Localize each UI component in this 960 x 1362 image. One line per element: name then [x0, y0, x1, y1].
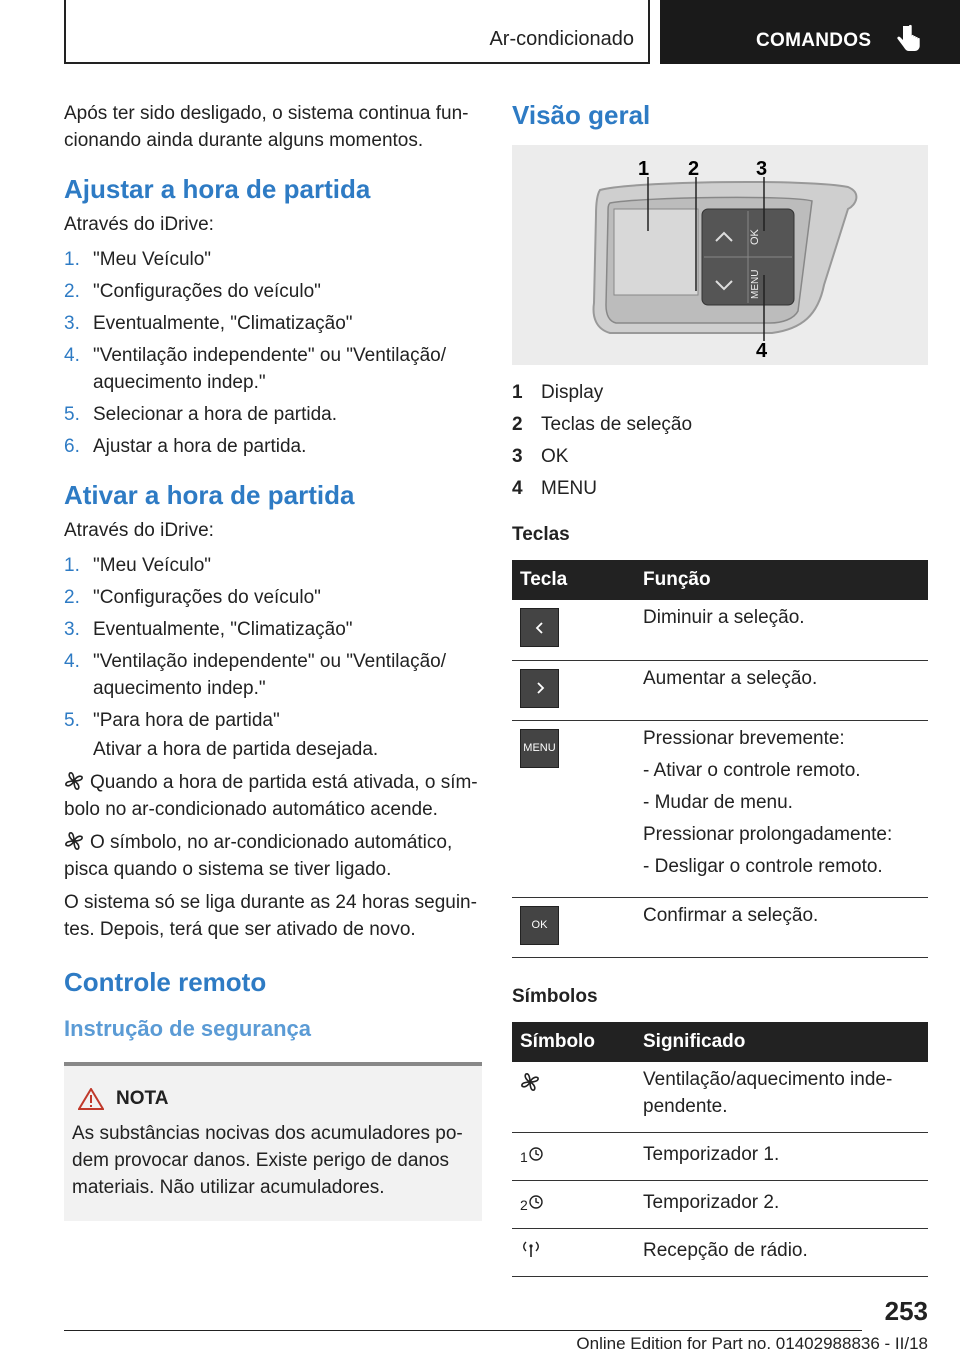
callout-3: 3	[756, 158, 768, 180]
symbols-table	[512, 1022, 928, 1277]
note-active-symbol: Quando a hora de partida está ativada, o sím-bolo no ar-condicionado automático acende.	[64, 772, 478, 820]
warning-triangle-icon	[78, 1088, 104, 1110]
heading-controle-remoto: Controle remoto	[64, 967, 267, 997]
legend-list	[512, 379, 928, 502]
list-item: 2. "Configurações do veículo"	[64, 587, 321, 608]
table-row: OK Confirmar a seleção.	[512, 897, 928, 957]
steps-ativar	[64, 552, 482, 734]
chapter-title: COMANDOS	[756, 30, 872, 51]
ok-key-icon: OK	[520, 906, 559, 945]
heading-ativar: Ativar a hora de partida	[64, 480, 355, 510]
antenna-icon	[520, 1240, 542, 1258]
callout-1: 1	[638, 158, 650, 180]
notice-title: NOTA	[116, 1088, 169, 1109]
notice-text: As substâncias nocivas dos acumuladores po-dem provocar danos. Existe perigo de danos materiais. Não utilizar acumuladores.	[72, 1123, 463, 1198]
heading-ajustar: Ajustar a hora de partida	[64, 174, 371, 204]
steps-ajustar	[64, 246, 482, 460]
key-menu-label: MENU	[750, 269, 761, 299]
via-idrive-2: Através do iDrive:	[64, 520, 214, 541]
remote-control-illustration	[512, 145, 928, 365]
list-item: 1. "Meu Veículo"	[64, 555, 212, 576]
note-24h: O sistema só se liga durante as 24 horas seguin-tes. Depois, terá que ser ativado de novo.	[64, 892, 477, 940]
footer-divider	[64, 1330, 862, 1331]
via-idrive-1: Através do iDrive:	[64, 214, 214, 235]
list-item: 3. Eventualmente, "Climatização"	[64, 313, 353, 334]
heading-visao-geral: Visão geral	[512, 100, 651, 130]
table-row: Recepção de rádio.	[512, 1228, 928, 1276]
table-row: 1 Temporizador 1.	[512, 1132, 928, 1180]
chevron-right-icon	[520, 669, 559, 708]
menu-key-icon: MENU	[520, 729, 559, 768]
list-item: 6. Ajustar a hora de partida.	[64, 436, 307, 457]
safety-notice	[64, 1062, 482, 1221]
left-column	[64, 100, 482, 1221]
right-column	[512, 100, 928, 1277]
note-blink-symbol: O símbolo, no ar-condicionado automático, pisca quando o sistema se tiver ligado.	[64, 832, 453, 880]
list-item: 3 OK	[512, 446, 569, 467]
keys-table	[512, 560, 928, 958]
fan-icon	[64, 772, 84, 790]
list-item: 4. "Ventilação independente" ou "Ventilação/ aquecimento indep."	[64, 651, 447, 699]
list-item: 4. "Ventilação independente" ou "Ventilação/ aquecimento indep."	[64, 345, 447, 393]
list-item: 1. "Meu Veículo"	[64, 249, 212, 270]
list-item: 2. "Configurações do veículo"	[64, 281, 321, 302]
key-ok-label: OK	[749, 229, 761, 245]
list-item: 1 Display	[512, 382, 604, 403]
table-row: MENU Pressionar brevemente: - Ativar o controle remoto. - Mudar de menu. Pressionar prolongadamente: - Desligar o controle remoto.	[512, 720, 928, 897]
list-item: 5. "Para hora de partida"	[64, 710, 280, 731]
list-item: 3. Eventualmente, "Climatização"	[64, 619, 353, 640]
header-chapter-box	[660, 0, 960, 64]
page-number: 253	[884, 1296, 928, 1326]
callout-2: 2	[688, 158, 700, 180]
clock-icon	[528, 1146, 544, 1162]
table-row: 2 Temporizador 2.	[512, 1180, 928, 1228]
table-header: Símbolo Significado	[512, 1022, 928, 1062]
list-item: 2 Teclas de seleção	[512, 414, 693, 435]
table-header: Tecla Função	[512, 560, 928, 600]
section-title: Ar-condicionado	[489, 28, 634, 50]
hand-pointer-icon	[896, 24, 922, 54]
table-row: Ventilação/aquecimento inde-pendente.	[512, 1062, 928, 1133]
list-item: 5. Selecionar a hora de partida.	[64, 404, 337, 425]
footer-edition: Online Edition for Part no. 01402988836 - II/18	[576, 1334, 928, 1353]
table-row: Diminuir a seleção.	[512, 600, 928, 660]
callout-4: 4	[756, 340, 768, 362]
header-section-box	[64, 0, 650, 64]
table-row: Aumentar a seleção.	[512, 660, 928, 720]
heading-seguranca: Instrução de segurança	[64, 1016, 311, 1041]
step5-note: Ativar a hora de partida desejada.	[93, 739, 379, 760]
heading-simbolos: Símbolos	[512, 985, 598, 1007]
fan-icon	[520, 1073, 540, 1091]
clock-icon	[528, 1194, 544, 1210]
list-item: 4 MENU	[512, 478, 597, 499]
fan-icon	[64, 832, 84, 850]
chevron-left-icon	[520, 608, 559, 647]
heading-teclas: Teclas	[512, 524, 570, 545]
intro-text: Após ter sido desligado, o sistema continua fun-cionando ainda durante alguns momentos.	[64, 103, 469, 151]
